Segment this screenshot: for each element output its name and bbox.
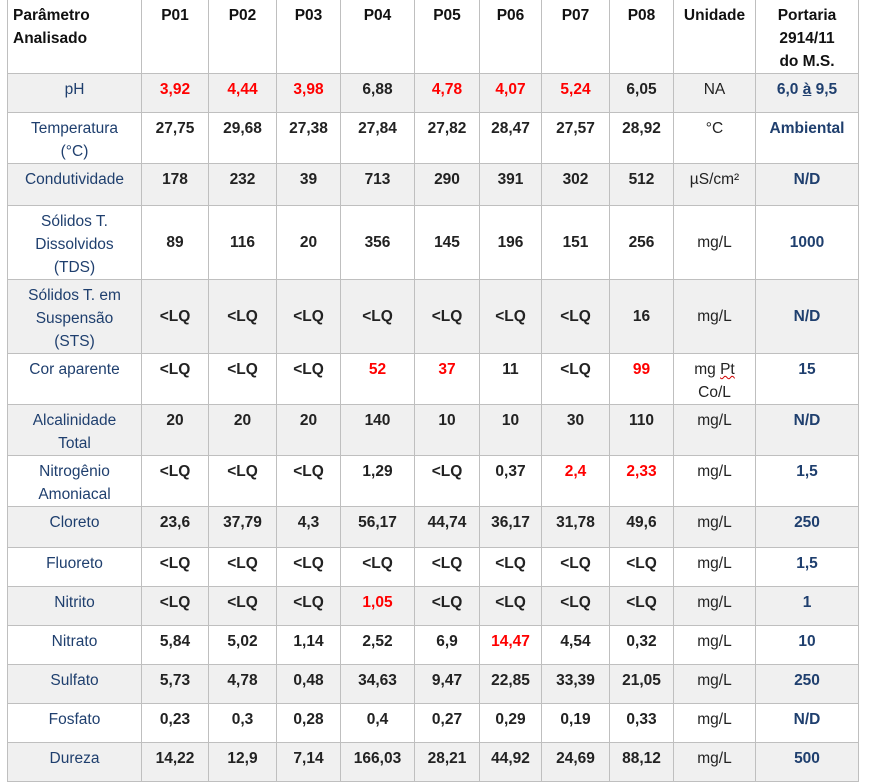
value-cell: 27,75 — [142, 113, 209, 164]
value-cell: <LQ — [209, 280, 277, 354]
value-cell: 36,17 — [480, 507, 542, 548]
param-line: Temperatura — [30, 120, 118, 137]
value-cell: 27,82 — [415, 113, 480, 164]
value-cell: 29,68 — [209, 113, 277, 164]
param-cell — [8, 743, 142, 782]
param-line: Sulfato — [50, 672, 99, 689]
value-cell: 39 — [277, 164, 341, 206]
portaria-cell: N/D — [756, 405, 859, 456]
param-cell — [8, 704, 142, 743]
value-cell: <LQ — [277, 456, 341, 507]
value-cell: 0,32 — [610, 626, 674, 665]
value-cell: 27,57 — [542, 113, 610, 164]
param-line: Fosfato — [48, 711, 101, 728]
value-cell: 16 — [610, 280, 674, 354]
value-cell: <LQ — [142, 587, 209, 626]
value-cell: 116 — [209, 206, 277, 280]
param-header-line: Analisado — [13, 30, 88, 47]
value-cell: <LQ — [415, 587, 480, 626]
param-line: Nitrato — [51, 633, 98, 650]
point-header: P02 — [209, 0, 277, 74]
point-header: P03 — [277, 0, 341, 74]
table-row — [8, 354, 859, 405]
value-cell: 3,92 — [142, 74, 209, 113]
value-cell: <LQ — [542, 354, 610, 405]
value-cell: 37 — [415, 354, 480, 405]
value-cell: 6,9 — [415, 626, 480, 665]
value-cell: 0,27 — [415, 704, 480, 743]
value-cell: 1,29 — [341, 456, 415, 507]
point-header: P04 — [341, 0, 415, 74]
value-cell: <LQ — [542, 280, 610, 354]
value-cell: 5,24 — [542, 74, 610, 113]
portaria-cell: 1,5 — [756, 456, 859, 507]
portaria-cell: 10 — [756, 626, 859, 665]
unit-spellcheck: Pt — [720, 361, 735, 378]
value-cell: <LQ — [277, 354, 341, 405]
param-cell — [8, 113, 142, 164]
unit-cell: mg/L — [674, 626, 756, 665]
param-line: Dissolvidos — [35, 236, 114, 253]
value-cell: 110 — [610, 405, 674, 456]
point-header: P06 — [480, 0, 542, 74]
unit-cell: mg/L — [674, 704, 756, 743]
value-cell: <LQ — [610, 587, 674, 626]
value-cell: <LQ — [480, 548, 542, 587]
value-cell: <LQ — [480, 587, 542, 626]
param-line: pH — [64, 81, 85, 98]
param-line: Cor aparente — [29, 361, 120, 378]
value-cell: 10 — [415, 405, 480, 456]
value-cell: <LQ — [415, 280, 480, 354]
param-cell — [8, 74, 142, 113]
value-cell: <LQ — [415, 548, 480, 587]
param-cell — [8, 405, 142, 456]
value-cell: 0,48 — [277, 665, 341, 704]
value-cell: 391 — [480, 164, 542, 206]
portaria-cell — [756, 74, 859, 113]
value-cell: <LQ — [142, 548, 209, 587]
value-cell: <LQ — [480, 280, 542, 354]
portaria-cell: 500 — [756, 743, 859, 782]
value-cell: 196 — [480, 206, 542, 280]
unit-cell: NA — [674, 74, 756, 113]
value-cell: 0,19 — [542, 704, 610, 743]
param-cell — [8, 507, 142, 548]
value-cell: 356 — [341, 206, 415, 280]
unit-cell: mg/L — [674, 665, 756, 704]
value-cell: 52 — [341, 354, 415, 405]
value-cell: 0,3 — [209, 704, 277, 743]
value-cell: 5,73 — [142, 665, 209, 704]
value-cell: 12,9 — [209, 743, 277, 782]
unit-cell: µS/cm² — [674, 164, 756, 206]
value-cell: 9,47 — [415, 665, 480, 704]
param-line: Cloreto — [49, 514, 100, 531]
table-row — [8, 405, 859, 456]
value-cell: 4,3 — [277, 507, 341, 548]
value-cell: <LQ — [142, 280, 209, 354]
unit-line2: Co/L — [698, 384, 731, 401]
value-cell: 4,07 — [480, 74, 542, 113]
value-cell: 20 — [277, 405, 341, 456]
value-cell: 4,78 — [415, 74, 480, 113]
table-row — [8, 626, 859, 665]
value-cell: 14,22 — [142, 743, 209, 782]
value-cell: 145 — [415, 206, 480, 280]
value-cell: 2,33 — [610, 456, 674, 507]
value-cell: 20 — [209, 405, 277, 456]
portaria-cell: 15 — [756, 354, 859, 405]
table-row — [8, 280, 859, 354]
value-cell: 10 — [480, 405, 542, 456]
value-cell: <LQ — [277, 548, 341, 587]
value-cell: 23,6 — [142, 507, 209, 548]
table-row — [8, 704, 859, 743]
point-header: P05 — [415, 0, 480, 74]
value-cell: <LQ — [142, 456, 209, 507]
value-cell: 151 — [542, 206, 610, 280]
param-cell — [8, 164, 142, 206]
param-line: (STS) — [54, 333, 95, 350]
unit-cell: mg/L — [674, 280, 756, 354]
value-cell: 140 — [341, 405, 415, 456]
value-cell: 49,6 — [610, 507, 674, 548]
value-cell: 178 — [142, 164, 209, 206]
value-cell: 0,33 — [610, 704, 674, 743]
value-cell: 99 — [610, 354, 674, 405]
portaria-header-line: 2914/11 — [779, 30, 835, 47]
value-cell: 44,74 — [415, 507, 480, 548]
value-cell: 89 — [142, 206, 209, 280]
portaria-header-line: Portaria — [777, 7, 837, 24]
unit-cell: mg/L — [674, 743, 756, 782]
value-cell: <LQ — [209, 354, 277, 405]
value-cell: 290 — [415, 164, 480, 206]
value-cell: 24,69 — [542, 743, 610, 782]
value-cell: 166,03 — [341, 743, 415, 782]
unit-cell: mg/L — [674, 507, 756, 548]
portaria-header-line: do M.S. — [779, 53, 835, 70]
value-cell: 4,78 — [209, 665, 277, 704]
unit-cell: °C — [674, 113, 756, 164]
unit-prefix: mg — [694, 361, 721, 378]
param-line: Suspensão — [35, 310, 114, 327]
param-cell — [8, 665, 142, 704]
param-cell — [8, 280, 142, 354]
value-cell: 4,44 — [209, 74, 277, 113]
value-cell: 28,21 — [415, 743, 480, 782]
value-cell: 88,12 — [610, 743, 674, 782]
header-row — [8, 0, 859, 74]
portaria-cell: 250 — [756, 507, 859, 548]
value-cell: 22,85 — [480, 665, 542, 704]
table-row — [8, 164, 859, 206]
value-cell: 20 — [277, 206, 341, 280]
value-cell: 34,63 — [341, 665, 415, 704]
value-cell: 28,92 — [610, 113, 674, 164]
value-cell: 56,17 — [341, 507, 415, 548]
portaria-header — [756, 0, 859, 74]
param-header — [8, 0, 142, 74]
param-line: Nitrito — [54, 594, 95, 611]
portaria-cell: Ambiental — [756, 113, 859, 164]
param-line: Amoniacal — [38, 486, 111, 503]
param-line: (TDS) — [53, 259, 96, 276]
unit-cell: mg/L — [674, 405, 756, 456]
value-cell: 0,28 — [277, 704, 341, 743]
portaria-cell: N/D — [756, 280, 859, 354]
value-cell: 512 — [610, 164, 674, 206]
value-cell: <LQ — [542, 587, 610, 626]
value-cell: <LQ — [610, 548, 674, 587]
param-header-line: Parâmetro — [13, 7, 90, 24]
table-row — [8, 665, 859, 704]
value-cell: 14,47 — [480, 626, 542, 665]
value-cell: <LQ — [142, 354, 209, 405]
value-cell: 2,4 — [542, 456, 610, 507]
portaria-cell: N/D — [756, 704, 859, 743]
value-cell: 1,05 — [341, 587, 415, 626]
param-line: Condutividade — [24, 171, 125, 188]
value-cell: 1,14 — [277, 626, 341, 665]
value-cell: 27,84 — [341, 113, 415, 164]
value-cell: <LQ — [341, 548, 415, 587]
portaria-pre: 6,0 — [776, 81, 803, 98]
unit-header: Unidade — [674, 0, 756, 74]
value-cell: 5,02 — [209, 626, 277, 665]
value-cell: 0,29 — [480, 704, 542, 743]
table-row — [8, 743, 859, 782]
param-cell — [8, 206, 142, 280]
value-cell: 256 — [610, 206, 674, 280]
value-cell: 3,98 — [277, 74, 341, 113]
value-cell: <LQ — [415, 456, 480, 507]
param-cell — [8, 354, 142, 405]
water-quality-table — [7, 0, 859, 782]
table-row — [8, 507, 859, 548]
table-row — [8, 548, 859, 587]
value-cell: 20 — [142, 405, 209, 456]
value-cell: 0,23 — [142, 704, 209, 743]
value-cell: 302 — [542, 164, 610, 206]
value-cell: 7,14 — [277, 743, 341, 782]
table-row — [8, 113, 859, 164]
unit-cell: mg/L — [674, 456, 756, 507]
param-line: Alcalinidade — [32, 412, 117, 429]
unit-cell: mg/L — [674, 548, 756, 587]
value-cell: <LQ — [542, 548, 610, 587]
value-cell: <LQ — [277, 280, 341, 354]
table-row — [8, 587, 859, 626]
value-cell: <LQ — [209, 548, 277, 587]
unit-cell: mg/L — [674, 587, 756, 626]
value-cell: 30 — [542, 405, 610, 456]
param-line: Dureza — [49, 750, 100, 767]
param-line: Sólidos T. — [41, 213, 108, 230]
point-header: P01 — [142, 0, 209, 74]
table-row — [8, 206, 859, 280]
param-cell — [8, 626, 142, 665]
portaria-post: 9,5 — [811, 81, 838, 98]
value-cell: <LQ — [209, 456, 277, 507]
param-line: (°C) — [60, 143, 89, 160]
value-cell: 0,37 — [480, 456, 542, 507]
param-cell — [8, 587, 142, 626]
portaria-mid: à — [802, 81, 812, 98]
value-cell: 4,54 — [542, 626, 610, 665]
table-row — [8, 456, 859, 507]
value-cell: 21,05 — [610, 665, 674, 704]
portaria-cell: 1,5 — [756, 548, 859, 587]
point-header: P07 — [542, 0, 610, 74]
param-line: Nitrogênio — [39, 463, 110, 480]
portaria-cell: 1 — [756, 587, 859, 626]
value-cell: 0,4 — [341, 704, 415, 743]
param-line: Total — [58, 435, 91, 452]
param-line: Fluoreto — [46, 555, 103, 572]
value-cell: 6,05 — [610, 74, 674, 113]
portaria-cell: N/D — [756, 164, 859, 206]
value-cell: 232 — [209, 164, 277, 206]
value-cell: <LQ — [277, 587, 341, 626]
value-cell: <LQ — [341, 280, 415, 354]
value-cell: 37,79 — [209, 507, 277, 548]
table-row — [8, 74, 859, 113]
unit-cell: mg/L — [674, 206, 756, 280]
value-cell: 44,92 — [480, 743, 542, 782]
value-cell: 31,78 — [542, 507, 610, 548]
value-cell: <LQ — [209, 587, 277, 626]
value-cell: 713 — [341, 164, 415, 206]
value-cell: 2,52 — [341, 626, 415, 665]
portaria-cell: 1000 — [756, 206, 859, 280]
value-cell: 28,47 — [480, 113, 542, 164]
unit-cell — [674, 354, 756, 405]
portaria-cell: 250 — [756, 665, 859, 704]
value-cell: 6,88 — [341, 74, 415, 113]
param-cell — [8, 456, 142, 507]
param-cell — [8, 548, 142, 587]
value-cell: 33,39 — [542, 665, 610, 704]
value-cell: 5,84 — [142, 626, 209, 665]
point-header: P08 — [610, 0, 674, 74]
value-cell: 27,38 — [277, 113, 341, 164]
param-line: Sólidos T. em — [28, 287, 121, 304]
value-cell: 11 — [480, 354, 542, 405]
